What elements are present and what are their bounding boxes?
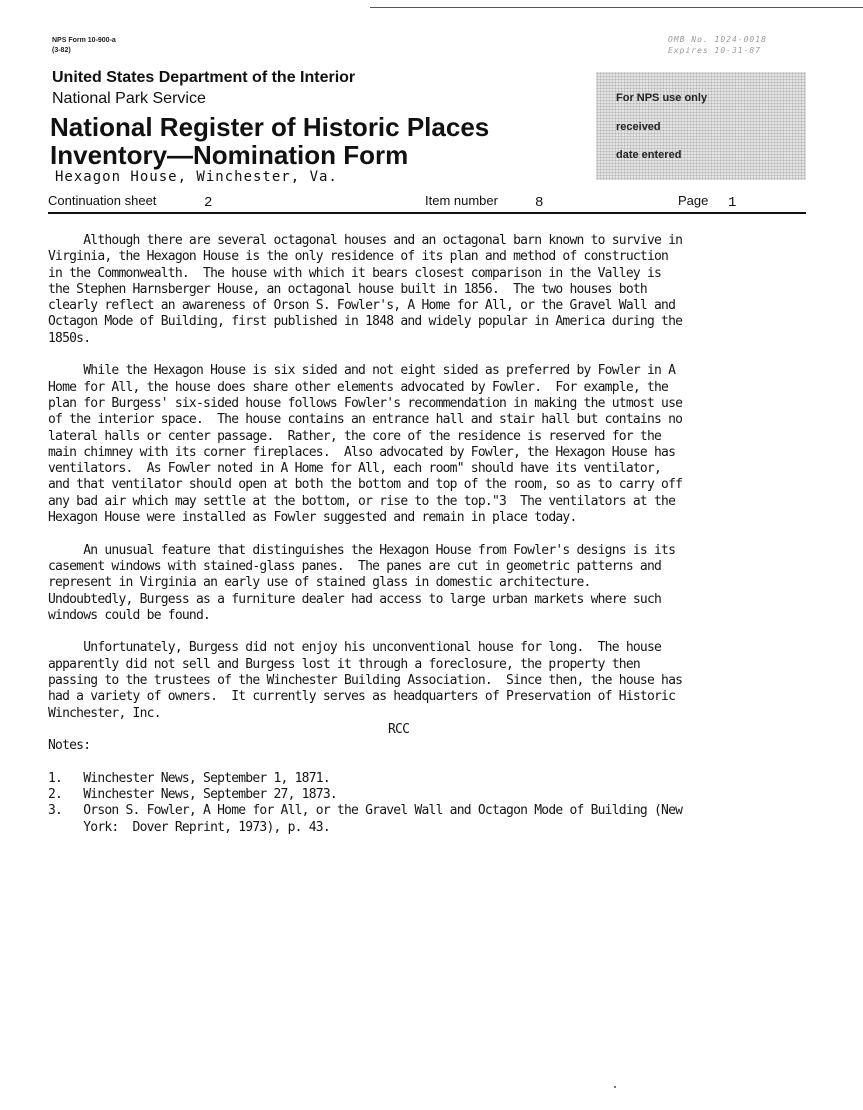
notes-spacer — [48, 755, 828, 771]
note-item: 1. Winchester News, September 1, 1871. — [48, 770, 330, 786]
body-line: Although there are several octagonal houses and an octagonal barn known to survive in — [48, 233, 683, 248]
omb-stamp — [668, 34, 767, 56]
form-title-line-2: Inventory—Nomination Form — [50, 140, 409, 170]
body-line: casement windows with stained-glass panes. The panes are cut in geometric patterns and — [48, 558, 662, 574]
agency-title: National Park Service — [52, 90, 206, 107]
body-line: Octagon Mode of Building, first published in 1848 and widely popular in America during the — [48, 314, 683, 330]
nps-date-entered-label: date entered — [616, 149, 682, 161]
body-line: ventilators. As Fowler noted in A Home for All, each room" should have its ventilator, — [48, 461, 662, 477]
paragraph-2 — [48, 363, 828, 526]
continuation-row — [48, 192, 806, 214]
signature-initials: RCC — [388, 721, 410, 737]
paragraph-4 — [48, 640, 828, 721]
body-line: An unusual feature that distinguishes the Hexagon House from Fowler's designs is its — [48, 542, 676, 558]
body-line: lateral halls or center passage. Rather, the core of the residence is reserved for the — [48, 428, 662, 444]
paragraph-3 — [48, 543, 828, 624]
body-line: plan for Burgess' six-sided house follows Fowler's recommendation in making the utmost use — [48, 395, 683, 411]
omb-number: OMB No. 1024-0018 — [668, 35, 767, 44]
property-name: Hexagon House, Winchester, Va. — [55, 169, 338, 185]
body-line: passing to the trustees of the Winchester Building Association. Since then, the house has — [48, 673, 683, 689]
body-line: Hexagon House were installed as Fowler suggested and remain in place today. — [48, 510, 577, 526]
continuation-sheet-value: 2 — [204, 195, 213, 211]
body-line: Winchester, Inc. — [48, 705, 161, 721]
page-value: 1 — [728, 195, 737, 211]
body-line: 1850s. — [48, 330, 91, 346]
body-line: represent in Virginia an early use of stained glass in domestic architecture. — [48, 575, 591, 591]
note-item: York: Dover Reprint, 1973), p. 43. — [48, 819, 330, 835]
item-number-value: 8 — [535, 195, 544, 211]
item-number-label: Item number — [425, 193, 498, 208]
body-line: main chimney with its corner fireplaces. Also advocated by Fowler, the Hexagon House has — [48, 444, 676, 460]
body-line: Undoubtedly, Burgess as a furniture dealer had access to large urban markets where such — [48, 591, 662, 607]
continuation-sheet-label: Continuation sheet — [48, 193, 157, 208]
body-line: and that ventilator should open at both the bottom and top of the room, so as to carry off — [48, 477, 683, 493]
body-line: Home for All, the house does share other elements advocated by Fowler. For example, the — [48, 379, 669, 395]
body-line: windows could be found. — [48, 607, 211, 623]
department-title: United States Department of the Interior — [52, 69, 356, 86]
nps-use-only-box — [596, 72, 806, 180]
top-rule — [370, 7, 863, 8]
body-line: Unfortunately, Burgess did not enjoy his unconventional house for long. The house — [48, 640, 662, 656]
page-label: Page — [678, 193, 709, 208]
body-line: of the interior space. The house contains an entrance hall and stair hall but contains no — [48, 412, 683, 428]
body-line: apparently did not sell and Burgess lost it through a foreclosure, the property then — [48, 656, 640, 672]
body-line: clearly reflect an awareness of Orson S. Fowler's, A Home for All, or the Gravel Wall and — [48, 298, 676, 314]
note-item: 2. Winchester News, September 27, 1873. — [48, 787, 337, 803]
narrative-body — [48, 233, 828, 836]
nps-use-only-label: For NPS use only — [616, 92, 708, 104]
body-line: had a variety of owners. It currently serves as headquarters of Preservation of Historic — [48, 689, 676, 705]
scan-speck — [614, 1086, 616, 1088]
note-item: 3. Orson S. Fowler, A Home for All, or the Gravel Wall and Octagon Mode of Building (New — [48, 803, 683, 819]
body-line: the Stephen Harnsberger House, an octagonal house built in 1856. The two houses both — [48, 281, 647, 297]
form-identifier — [52, 36, 116, 56]
body-line: any bad air which may settle at the bottom, or rise to the top."3 The ventilators at the — [48, 493, 676, 509]
omb-expires: Expires 10-31-87 — [668, 46, 762, 55]
body-line: in the Commonwealth. The house with which it bears closest comparison in the Valley is — [48, 265, 662, 281]
notes-label: Notes: — [48, 738, 91, 754]
body-line: While the Hexagon House is six sided and not eight sided as preferred by Fowler in A — [48, 363, 676, 379]
paragraph-1 — [48, 233, 828, 347]
body-line: Virginia, the Hexagon House is the only residence of its plan and method of construction — [48, 249, 669, 265]
form-id: NPS Form 10-900-a — [52, 37, 116, 44]
form-title — [50, 113, 489, 169]
form-title-line-1: National Register of Historic Places — [50, 112, 490, 142]
nps-received-label: received — [616, 121, 661, 133]
form-date: (3-82) — [52, 47, 71, 54]
